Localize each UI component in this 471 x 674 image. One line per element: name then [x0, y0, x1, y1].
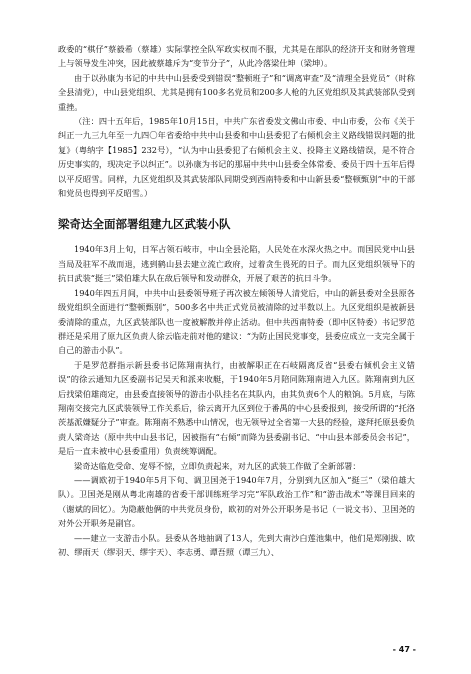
section-title: 梁奇达全面部署组建九区武装小队	[58, 217, 231, 232]
paragraph-8: ——调欧初于1940年5月下旬、调卫国尧于1940年7月，分别到九区加入“挺三”（梁伯雄大队）。卫国尧是刚从粤北南雄的省委干部训练班学习完“军队政治工作”和“游击战术”等课目回来的（谢斌的回忆）。为隐蔽他俩的中共党员身份，欧初的对外公开职务是书记（一说文书）、卫国尧的对外公开职务是副官。	[58, 474, 415, 529]
paragraph-3: （注：四十五年后，1985年10月15日，中共广东省委发文佛山市委、中山市委，公布《关于纠正一九三九年至一九四〇年省委给中共中山县委和中山县委犯了右倾机会主义路线错误问题的批复》（粤纳字【1985】232号），“认为中山县委犯了右倾机会主义、投降主义路线错误，是不符合历史事实的，现决定予以纠正”。以孙康为书记的那届中共中山县委全体常委、委员于四十五年后得以平反昭雪。同样，九区党组织及其武装部队同期受到西南特委和中山新县委“整顿甄别”中的干部和党员也得到平反昭雪。）	[58, 116, 415, 199]
page-number: - 47 -	[392, 645, 416, 654]
paragraph-9: ——建立一支游击小队。县委从各地抽调了13人，先到大南沙白莲池集中，他们是郑刚拔、欧初、缪雨天（缪羽天、缪宇天）、李志勇、谭吾照（谭三九）、	[58, 532, 415, 557]
paragraph-6: 于是罗范群指示新县委书记陈翔南执行，由被解职正在石岐隔离反省“县委右倾机会主义错误”的徐云通知九区委副书记吴天和派来收艇，于1940年5月陪同陈翔南进入九区。陈翔南到九区后找梁伯雄商定，由县委直接领导的游击小队挂名在其队内，由其负责6个人的粮饷。5月底，与陈翔南交接完九区武装领导工作关系后，徐云离开九区到位于番禺的中心县委报到，接受所谓的“托洛茨基派嫌疑分子”审查。陈翔南不熟悉中山情况，也无领导过全省第一大县的经验，遂拜托原县委负责人梁奇达（原中共中山县书记，因被指有“右倾”而降为县委副书记、“中山县本部委员会书记”，是后一直未被中心县委重用）负责统筹调配。	[58, 359, 415, 457]
paragraph-4: 1940年3月上旬，日军占领石岐市，中山全县沦陷，人民处在水深火热之中。而国民党中山县当局及驻军不战而退，逃到鹤山县去建立流亡政府，过着贪生畏死的日子。而九区党组织领导下的抗日武装“挺三”梁伯雄大队在敌后领导和发动群众，开展了艰苦的抗日斗争。	[58, 244, 415, 284]
paragraph-5: 1940年四五月间，中共中山县委领导班子再次被左倾领导人清党后，中山的新县委对全县原各级党组织全面进行“整顿甄别”，500多名中共正式党员被清除的过半数以上。九区党组织是被新县委清除的重点，九区武装部队也一度被解散并停止活动。但中共西南特委（即中区特委）书记罗范群还是采用了原九区负责人徐云临走前对他的建议：“为防止国民党事变，县委应成立一支完全属于自己的游击小队”。	[58, 287, 415, 356]
paragraph-7: 梁奇达临危受命、宠辱不惊，立即负责起来，对九区的武装工作做了全新部署：	[74, 460, 361, 471]
paragraph-1: 政委的“棋仔”蔡毅希（蔡雄）实际掌控全队军政实权而不服，尤其是在部队的经济开支和财务管理上与领导发生冲突，因此被蔡雄斥为“变节分子”，从此冷落梁仕坤（梁坤）。	[58, 44, 415, 69]
document-page	[58, 42, 415, 559]
paragraph-2: 由于以孙康为书记的中共中山县委受到错误“整顿班子”和“调离审查”及“清理全县党员”（时称全县清党），中山县党组织、尤其是拥有100多名党员和200多人枪的九区党组织及其武装部队受到重挫。	[58, 72, 415, 112]
